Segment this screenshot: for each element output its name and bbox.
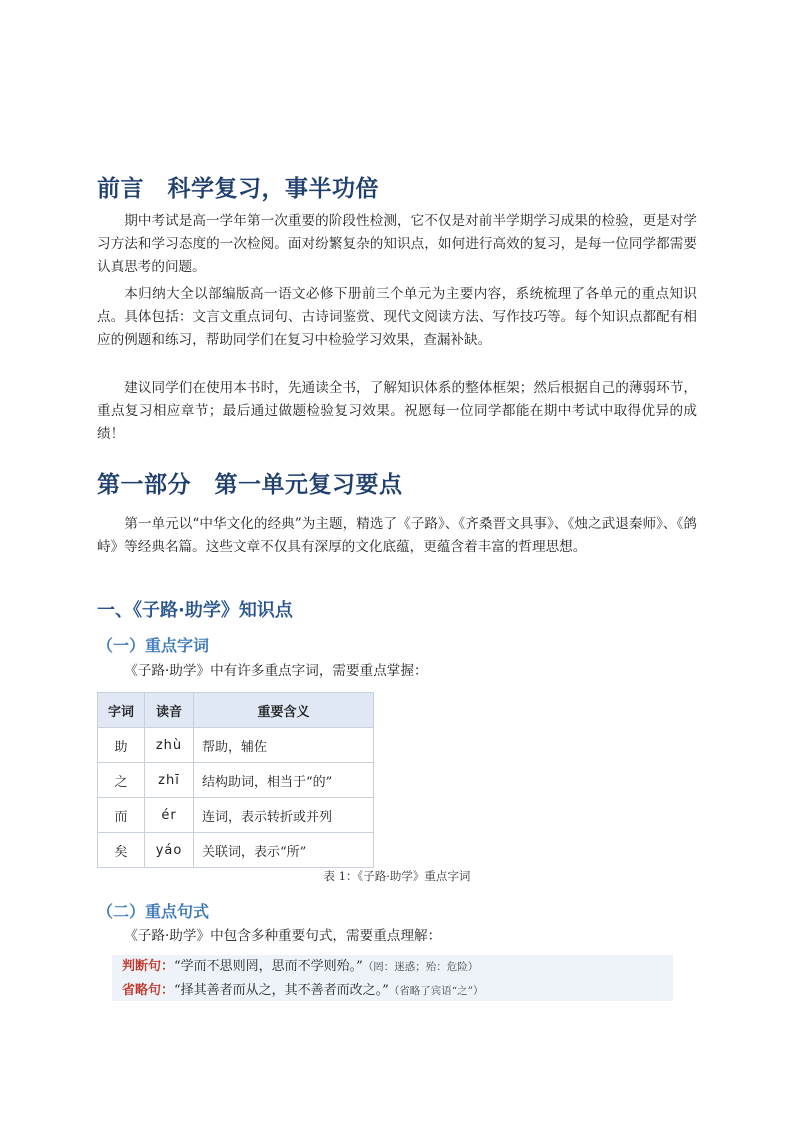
table-caption: 表 1：《子路·助学》重点字词: [323, 869, 471, 883]
table-header-row: [98, 693, 374, 728]
table-cell-pronunciation: zhī: [145, 763, 194, 798]
table-cell-meaning: 结构助词，相当于“的”: [194, 763, 374, 798]
sentence-type-label: 判断句：: [122, 959, 175, 974]
table-cell-word: 而: [98, 798, 145, 833]
table-row: [98, 833, 374, 868]
table-cell-word: 之: [98, 763, 145, 798]
section1-title: 一、《子路·助学》知识点: [97, 600, 293, 621]
table-cell-pronunciation: yáo: [145, 833, 194, 868]
preface-paragraph-3: 建议同学们在使用本书时，先通读全书，了解知识体系的整体框架；然后根据自己的薄弱环节，重点复习相应章节；最后通过做题检验复习效果。祝愿每一位同学都能在期中考试中取得优异的成绩！: [97, 380, 697, 442]
table-cell-pronunciation: zhù: [145, 728, 194, 763]
table-header-word: 字词: [98, 693, 145, 728]
part1-intro: 第一单元以“中华文化的经典”为主题，精选了《子路》、《齐桑晋文具事》、《烛之武退秦师》、《鸽峙》等经典名篇。这些文章不仅具有深厚的文化底蕴，更蕴含着丰富的哲理思想。: [97, 516, 697, 555]
sentence-text: “择其善者而从之，其不善者而改之。”: [174, 983, 389, 998]
preface-paragraph-2: 本归纳大全以部编版高一语文必修下册前三个单元为主要内容，系统梳理了各单元的重点知识点。具体包括：文言文重点词句、古诗词鉴赏、现代文阅读方法、写作技巧等。每个知识点都配有相应的例题和练习，帮助同学们在复习中检验学习效果，查漏补缺。: [97, 286, 697, 348]
sentence-examples-box: [112, 955, 673, 1001]
subsection-keywords-title: （一）重点字词: [97, 636, 210, 655]
table-cell-meaning: 连词，表示转折或并列: [194, 798, 374, 833]
table-cell-meaning: 帮助，辅佐: [194, 728, 374, 763]
keywords-intro: 《子路·助学》中有许多重点字词，需要重点掌握：: [124, 663, 428, 679]
table-header-meaning: 重要含义: [194, 693, 374, 728]
sentences-intro: 《子路·助学》中包含多种重要句式，需要重点理解：: [124, 928, 442, 944]
subsection-sentences-title: （二）重点句式: [97, 902, 210, 921]
table-row: [98, 728, 374, 763]
sentence-text: “学而不思则罔，思而不学则殆。”: [174, 959, 363, 974]
sentence-example: [122, 955, 673, 979]
table-row: [98, 798, 374, 833]
table-cell-word: 助: [98, 728, 145, 763]
keywords-table: [97, 692, 374, 868]
sentence-note: （罔：迷惑；殆：危险）: [362, 961, 479, 973]
sentence-type-label: 省略句：: [122, 983, 175, 998]
sentence-example: [122, 979, 673, 1003]
sentence-note: （省略了宾语“之”）: [388, 985, 484, 997]
part1-title: 第一部分 第一单元复习要点: [97, 472, 403, 498]
table-cell-meaning: 关联词，表示“所”: [194, 833, 374, 868]
preface-title: 前言 科学复习，事半功倍: [97, 176, 379, 202]
table-row: [98, 763, 374, 798]
table-cell-pronunciation: ér: [145, 798, 194, 833]
table-cell-word: 矣: [98, 833, 145, 868]
preface-paragraph-1: 期中考试是高一学年第一次重要的阶段性检测，它不仅是对前半学期学习成果的检验，更是对学习方法和学习态度的一次检阅。面对纷繁复杂的知识点，如何进行高效的复习，是每一位同学都需要认真思考的问题。: [97, 213, 697, 275]
table-header-pronunciation: 读音: [145, 693, 194, 728]
